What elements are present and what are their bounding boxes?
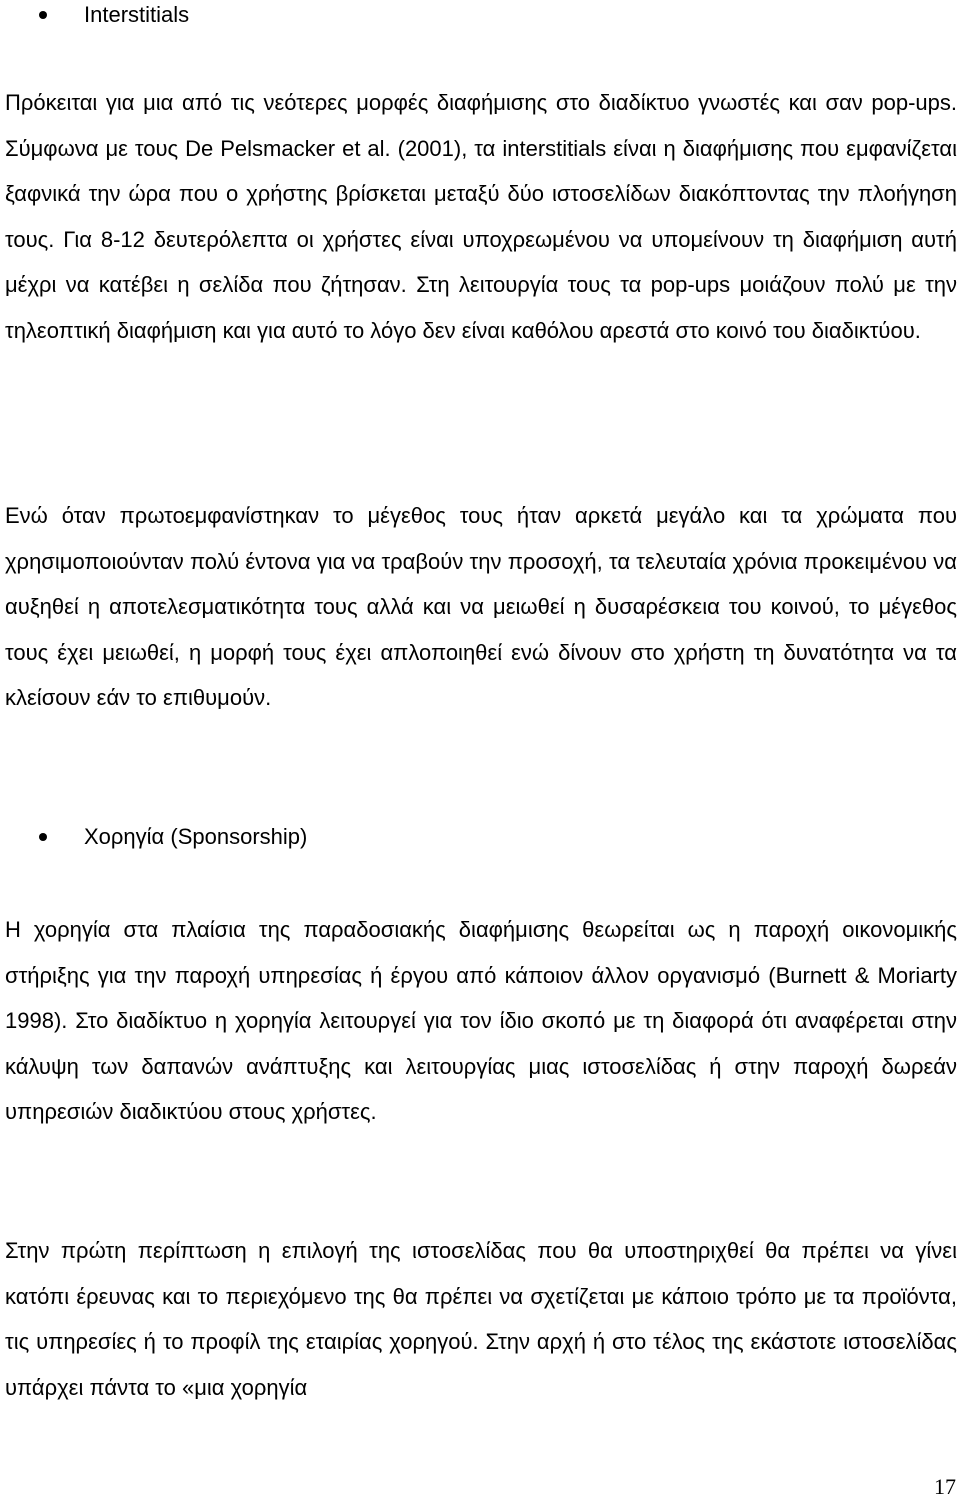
- body-paragraph: Ενώ όταν πρωτοεμφανίστηκαν το μέγεθος τους ήταν αρκετά μεγάλο και τα χρώματα που χρησιμοποιούνταν πολύ έντονα για να τραβούν την προσοχή, τα τελευταία χρόνια προκειμένου να αυξηθεί η αποτελεσματικότητα τους αλλά και να μειωθεί η δυσαρέσκεια του κοινού, το μέγεθος τους έχει μειωθεί, η μορφή τους έχει απλοποιηθεί ενώ δίνουν στο χρήστη τη δυνατότητα να τα κλείσουν εάν το επιθυμούν.: [5, 503, 957, 711]
- page-number: 17: [934, 1474, 956, 1499]
- bullet-icon: [39, 833, 47, 841]
- bullet-item-interstitials: [0, 0, 960, 30]
- section-heading: Χορηγία (Sponsorship): [84, 824, 308, 849]
- body-paragraph: Στην πρώτη περίπτωση η επιλογή της ιστοσελίδας που θα υποστηριχθεί θα πρέπει να γίνει κατόπι έρευνας και το περιεχόμενο της θα πρέπει να σχετίζεται με κάποιο τρόπο με τα προϊόντα, τις υπηρεσίες ή το προφίλ της εταιρίας χορηγού. Στην αρχή ή στο τέλος της εκάστοτε ιστοσελίδας υπάρχει πάντα το «μια χορηγία: [5, 1238, 957, 1400]
- body-paragraph: Πρόκειται για μια από τις νεότερες μορφές διαφήμισης στο διαδίκτυο γνωστές και σαν pop-ups. Σύμφωνα με τους De Pelsmacker et al. (2001), τα interstitials είναι η διαφήμισης που εμφανίζεται ξαφνικά την ώρα που ο χρήστης βρίσκεται μεταξύ δύο ιστοσελίδων διακόπτοντας την πλοήγηση τους. Για 8-12 δευτερόλεπτα οι χρήστες είναι υποχρεωμένου να υπομείνουν τη διαφήμιση αυτή μέχρι να κατέβει η σελίδα που ζήτησαν. Στη λειτουργία τους τα pop-ups μοιάζουν πολύ με την τηλεοπτική διαφήμιση και για αυτό το λόγο δεν είναι καθόλου αρεστά στο κοινό του διαδικτύου.: [5, 90, 957, 343]
- section-heading: Interstitials: [84, 2, 190, 27]
- bullet-icon: [39, 11, 47, 19]
- body-paragraph: Η χορηγία στα πλαίσια της παραδοσιακής διαφήμισης θεωρείται ως η παροχή οικονομικής στήριξης για την παροχή υπηρεσίας ή έργου από κάποιον άλλον οργανισμό (Burnett & Moriarty 1998). Στο διαδίκτυο η χορηγία λειτουργεί για τον ίδιο σκοπό με τη διαφορά ότι αναφέρεται στην κάλυψη των δαπανών ανάπτυξης και λειτουργίας μιας ιστοσελίδας ή στην παροχή δωρεάν υπηρεσιών διαδικτύου στους χρήστες.: [5, 917, 957, 1125]
- bullet-item-sponsorship: [0, 822, 960, 852]
